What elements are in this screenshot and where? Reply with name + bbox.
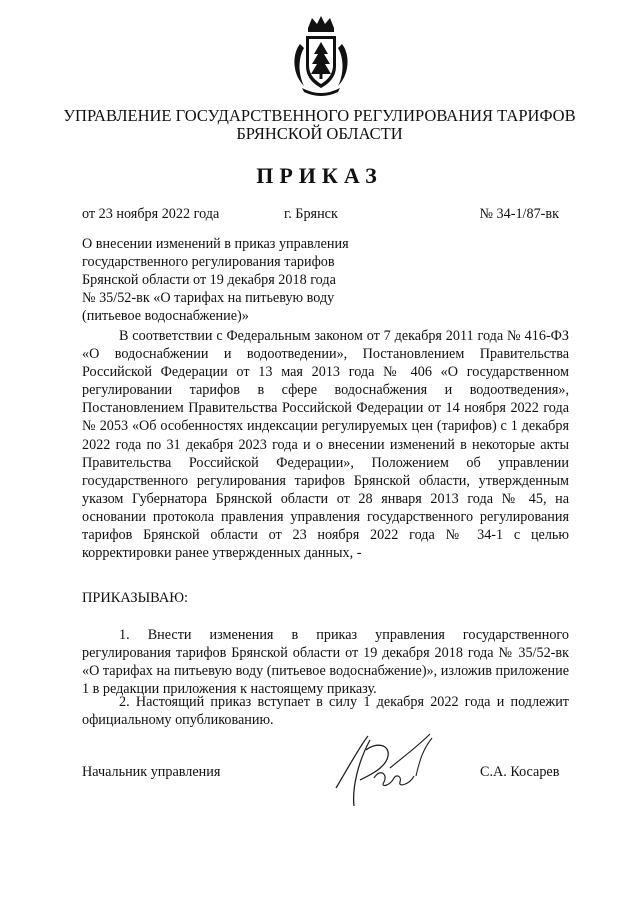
- document-number: № 34-1/87-вк: [479, 206, 559, 222]
- organization-name-line-2: БРЯНСКОЙ ОБЛАСТИ: [236, 124, 403, 143]
- preamble-paragraph: В соответствии с Федеральным законом от 7 декабря 2011 года № 416-ФЗ «О водоснабжении и водоотведении», Постановлением Правительства Российской Федерации от 13 мая 2013 года № 406 «О государственном регулировании тарифов в сфере водоснабжения и водоотведения», Постановлением Правительства Российской Федерации от 14 ноября 2022 года № 2053 «Об особенностях индексации регулируемых цен (тарифов) с 1 декабря 2022 года по 31 декабря 2023 года и о внесении изменений в некоторые акты Правительства Российской Федерации», Положением об управлении государственного регулирования тарифов Брянской области, утвержденным указом Губернатора Брянской области от 28 января 2013 года № 45, на основании протокола правления управления государственного регулирования тарифов Брянской области от 23 ноября 2022 года № 34-1 с целью корректировки ранее утвержденных данных, -: [82, 328, 569, 562]
- signatory-position: Начальник управления: [82, 764, 221, 780]
- coat-of-arms-icon: [290, 14, 352, 96]
- order-item-1: 1. Внести изменения в приказ управления государственного регулирования тарифов Брянской области от 19 декабря 2018 года № 35/52-вк «О тарифах на питьевую воду (питьевое водоснабжение)», изложив приложение 1 в редакции приложения к настоящему приказу.: [82, 627, 569, 698]
- document-date: от 23 ноября 2022 года: [82, 206, 220, 222]
- subject-line: государственного регулирования тарифов: [82, 254, 335, 271]
- signatory-name: С.А. Косарев: [480, 764, 560, 780]
- document-subject: [82, 235, 382, 325]
- document-city: г. Брянск: [284, 206, 338, 222]
- order-item-2: 2. Настоящий приказ вступает в силу 1 декабря 2022 года и подлежит официальному опубликованию.: [82, 694, 569, 729]
- order-word: ПРИКАЗЫВАЮ:: [82, 590, 189, 606]
- subject-line: № 35/52-вк «О тарифах на питьевую воду: [82, 290, 335, 307]
- subject-line: Брянской области от 19 декабря 2018 года: [82, 272, 336, 289]
- organization-name-line-1: УПРАВЛЕНИЕ ГОСУДАРСТВЕННОГО РЕГУЛИРОВАНИЯ ТАРИФОВ: [63, 106, 576, 125]
- subject-line: (питьевое водоснабжение)»: [82, 308, 249, 325]
- handwritten-signature: [330, 728, 442, 814]
- document-title: ПРИКАЗ: [256, 163, 383, 188]
- subject-line: О внесении изменений в приказ управления: [82, 236, 349, 252]
